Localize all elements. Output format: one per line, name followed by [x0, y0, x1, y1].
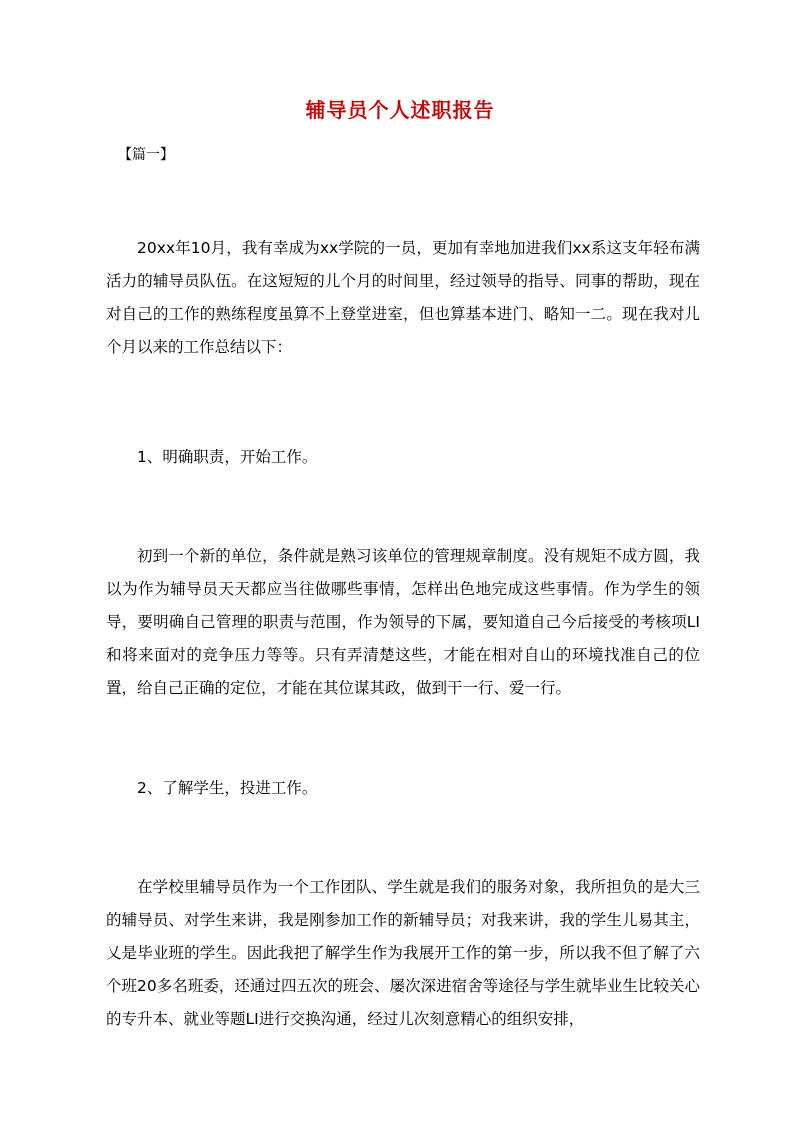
document-title: 辅导员个人述职报告 — [305, 98, 495, 122]
paragraph-duties: 初到一个新的单位，条件就是熟习该单位的管理规章制度。没有规矩不成方圆，我以为作为辅导员天天都应当往做哪些事情，怎样出色地完成这些事情。作为学生的领导，要明确自己管理的职责与范围，作为领导的下属，要知道自己今后接受的考核项LI和将来面对的竞争压力等等。只有弄清楚这些，才能在相对自山的环境找准自己的位置，给自己正确的定位，才能在其位谋其政，做到干一行、爱一行。 — [106, 547, 700, 697]
section-heading-1: 1、明确职责，开始工作。 — [137, 448, 318, 466]
paragraph-intro: 20xx年10月，我有幸成为xx学院的一员，更加有幸地加进我们xx系这支年轻布满活力的辅导员队伍。在这短短的儿个月的时间里，经过领导的指导、同事的帮助，现在对自己的工作的熟练程度虽算不上登堂进室，但也算基本进门、略知一二。现在我对儿个月以来的工作总结以下： — [106, 239, 700, 356]
paragraph-students: 在学校里辅导员作为一个工作团队、学生就是我们的服务对象，我所担负的是大三的辅导员、对学生来讲，我是刚参加工作的新辅导员；对我来讲，我的学生儿易其主，乂是毕业班的学生。因此我把了解学生作为我展开工作的第一步，所以我不但了解了六个班20多名班委，还通过四五次的班会、屡次深进宿舍等途径与学生就毕业生比较关心的专升本、就业等题LI进行交换沟通，经过儿次刻意精心的组织安排， — [106, 878, 700, 1028]
section-heading-2: 2、了解学生，投进工作。 — [137, 779, 318, 797]
section-tag: 【篇一】 — [118, 147, 174, 163]
